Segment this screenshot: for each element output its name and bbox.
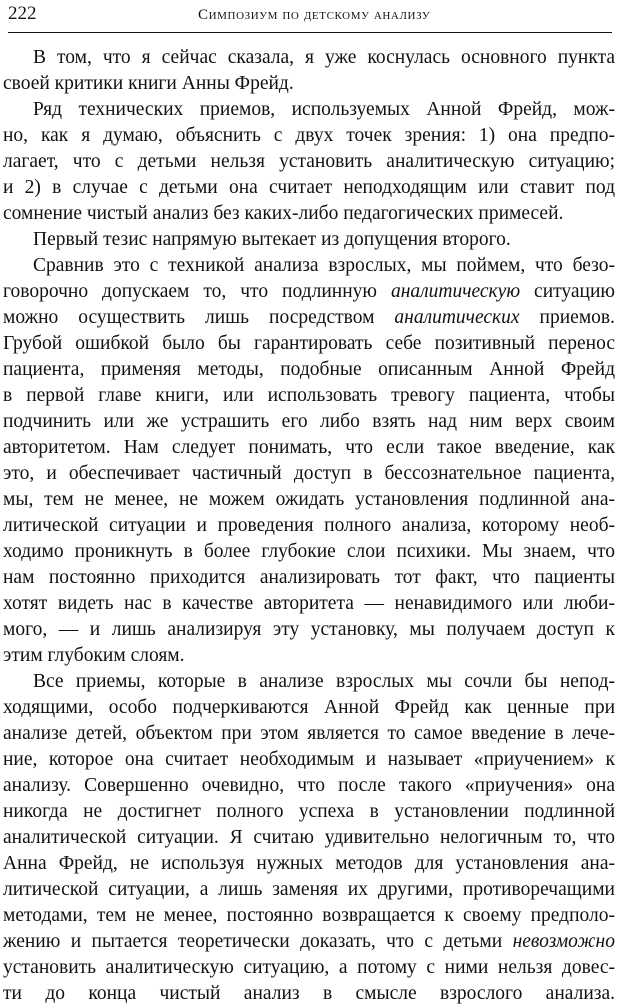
text-line: мы, тем не менее, не можем ожидать установления подлинной ана- bbox=[3, 489, 615, 510]
italic-emphasis: невозможно bbox=[512, 931, 615, 952]
text-line: лагает, что с детьми нельзя установить аналитическую ситуацию; bbox=[3, 151, 615, 172]
text-line: авторитетом. Нам следует понимать, что если такое введение, как bbox=[3, 437, 615, 458]
text-line: хотят видеть нас в качестве авторитета — ненавидимого или люби- bbox=[3, 593, 615, 614]
text-line: подчинить или же устрашить его либо взять над ним верх своим bbox=[3, 411, 615, 432]
text-line: литической ситуации и проведения полного анализа, которому необ- bbox=[3, 515, 615, 536]
text-line: Сравнив это с техникой анализа взрослых, мы поймем, что безо- bbox=[33, 255, 615, 276]
page-header bbox=[8, 0, 612, 33]
text-line bbox=[3, 929, 615, 955]
text-line: анализе детей, объектом при этом является то самое введение в лече- bbox=[3, 723, 615, 744]
paragraph bbox=[3, 45, 615, 97]
text-line: анализу. Совершенно очевидно, что после такого «приучения» она bbox=[3, 775, 615, 796]
text-segment: приемов. bbox=[519, 307, 615, 328]
paragraph bbox=[3, 253, 615, 669]
text-line: ти до конца чистый анализ в смысле взрослого анализа. bbox=[3, 983, 615, 1004]
text-line: но, как я думаю, объяснить с двух точек зрения: 1) она предпо- bbox=[3, 125, 615, 146]
text-line: это, и обеспечивает частичный доступ в бессознательное пациента, bbox=[3, 463, 615, 484]
text-line: нам постоянно приходится анализировать тот факт, что пациенты bbox=[3, 567, 615, 588]
text-line: Анна Фрейд, не используя нужных методов для установления ана- bbox=[3, 853, 615, 874]
text-line: установить аналитическую ситуацию, а потому с ними нельзя довес- bbox=[3, 957, 615, 978]
paragraph bbox=[3, 669, 615, 1007]
page-number: 222 bbox=[8, 3, 37, 24]
text-line: пациента, применяя методы, подобные описанным Анной Фрейд bbox=[3, 359, 615, 380]
text-line: методами, тем не менее, постоянно возвращается к своему предполо- bbox=[3, 905, 615, 926]
text-segment: говорочно допускаем то, что подлинную bbox=[3, 281, 391, 302]
text-line: ние, которое она считает необходимым и называет «приучением» к bbox=[3, 749, 615, 770]
paragraph bbox=[3, 97, 615, 227]
text-line bbox=[3, 279, 615, 305]
text-line: в первой главе книги, или использовать тревогу пациента, чтобы bbox=[3, 385, 615, 406]
text-line: литической ситуации, а лишь заменяя их другими, противоречащими bbox=[3, 879, 615, 900]
text-line: этим глубоким слоям. bbox=[3, 645, 185, 666]
text-line: своей критики книги Анны Фрейд. bbox=[3, 73, 294, 94]
italic-emphasis: аналитическую bbox=[390, 281, 521, 302]
text-line: Все приемы, которые в анализе взрослых мы сочли бы непод- bbox=[33, 671, 615, 692]
text-line: аналитической ситуации. Я считаю удивительно нелогичным то, что bbox=[3, 827, 615, 848]
text-line: Ряд технических приемов, используемых Анной Фрейд, мож- bbox=[33, 99, 615, 120]
text-line: Первый тезис напрямую вытекает из допущения второго. bbox=[33, 229, 511, 250]
text-line: В том, что я сейчас сказала, я уже коснулась основного пункта bbox=[33, 47, 615, 68]
text-line: ходимо проникнуть в более глубокие слои психики. Мы знаем, что bbox=[3, 541, 615, 562]
paragraph bbox=[3, 227, 615, 253]
body-text bbox=[3, 45, 615, 1007]
text-line: Грубой ошибкой было бы гарантировать себе позитивный перенос bbox=[3, 333, 615, 354]
running-head: Симпозиум по детскому анализу bbox=[198, 7, 431, 23]
text-segment: можно осуществить лишь посредством bbox=[3, 307, 395, 328]
italic-emphasis: аналитических bbox=[394, 307, 520, 328]
text-segment: жению и пытается теоретически доказать, что с детьми bbox=[3, 931, 513, 952]
text-line: ходящими, особо подчеркиваются Анной Фрейд как ценные при bbox=[3, 697, 615, 718]
text-line: и 2) в случае с детьми она считает неподходящим или ставит под bbox=[3, 177, 615, 198]
text-line: мого, — и лишь анализируя эту установку, мы получаем доступ к bbox=[3, 619, 615, 640]
text-line: сомнение чистый анализ без каких-либо педагогических примесей. bbox=[3, 203, 564, 224]
text-segment: ситуацию bbox=[520, 281, 615, 302]
text-line bbox=[3, 305, 615, 331]
text-line: никогда не достигнет полного успеха в установлении подлинной bbox=[3, 801, 615, 822]
